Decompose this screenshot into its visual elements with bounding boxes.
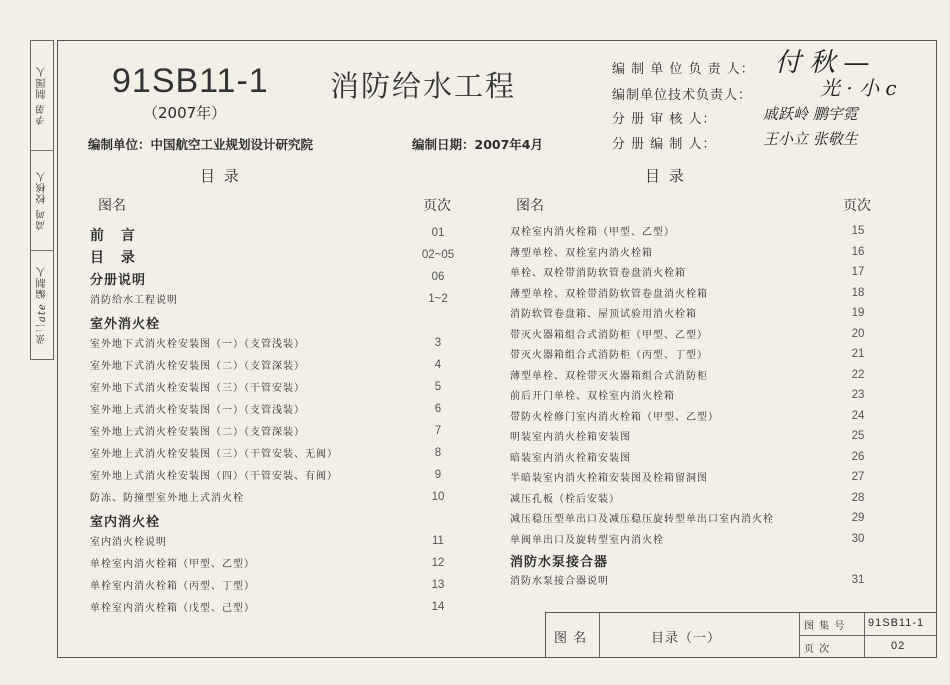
toc-entry-name: 暗装室内消火栓箱安装图 bbox=[510, 452, 631, 464]
toc-entry-page: 16 bbox=[851, 245, 865, 258]
page-title: 消防给水工程 bbox=[330, 69, 517, 103]
toc-entry-name: 室外地上式消火栓安装图（三）（干管安装、无阀） bbox=[90, 449, 338, 460]
toc-entry-page: 7 bbox=[434, 425, 442, 437]
toc-entry-page: 20 bbox=[851, 327, 865, 340]
toc-entry-name: 单阀单出口及旋转型室内消火栓 bbox=[510, 534, 664, 546]
toc-entry-page: 1~2 bbox=[428, 293, 448, 305]
atlas-code: 91SB11-1 bbox=[112, 62, 269, 100]
sign-cell-editor bbox=[31, 251, 53, 359]
resp-row-tech-head bbox=[612, 84, 752, 103]
editor-label: 编制人 bbox=[36, 265, 48, 299]
toc-entry-page: 9 bbox=[434, 469, 442, 481]
drafter-signature: 李第 bbox=[36, 103, 48, 126]
sign-cell-drafter bbox=[31, 41, 53, 151]
title-block bbox=[545, 612, 937, 658]
toc-entry-name: 带防火栓修门室内消火栓箱（甲型、乙型） bbox=[510, 411, 719, 423]
toc-entry-page: 22 bbox=[851, 368, 865, 381]
toc-right-heading: 目 录 bbox=[645, 167, 686, 185]
toc-entry-page: 19 bbox=[851, 307, 865, 319]
title-block-name-value: 目录（一） bbox=[651, 631, 722, 646]
tb-divider bbox=[799, 635, 937, 636]
title-block-page-label: 页 次 bbox=[804, 644, 831, 655]
toc-entry-page: 4 bbox=[434, 359, 442, 371]
signature-editor: 王小立 张敬生 bbox=[763, 130, 858, 148]
editor-signature: 张二ate bbox=[36, 303, 48, 345]
toc-entry-page: 23 bbox=[851, 389, 865, 401]
sign-cell-checker bbox=[31, 151, 53, 251]
toc-entry-page: 06 bbox=[431, 271, 445, 283]
toc-entry-name: 单栓室内消火栓箱（丙型、丁型） bbox=[90, 581, 255, 592]
toc-entry-page: 21 bbox=[851, 348, 865, 360]
toc-entry-name: 室内消火栓说明 bbox=[90, 537, 167, 548]
checker-label: 校核人 bbox=[36, 170, 48, 204]
toc-entry-name: 消防水泵接合器 bbox=[510, 555, 609, 570]
toc-entry-page: 26 bbox=[851, 450, 865, 463]
toc-entry-name: 消防给水工程说明 bbox=[90, 295, 178, 306]
toc-right-col-name: 图名 bbox=[516, 198, 544, 214]
title-block-atlas-value: 91SB11-1 bbox=[868, 617, 925, 629]
toc-left-col-name: 图名 bbox=[98, 198, 126, 214]
toc-entry-name: 室外地上式消火栓安装图（一）（支管浅装） bbox=[90, 405, 305, 416]
toc-entry-name: 薄型单栓、双栓带消防软管卷盘消火栓箱 bbox=[510, 288, 708, 300]
toc-entry-page: 13 bbox=[431, 579, 445, 591]
toc-entry-page: 01 bbox=[431, 227, 445, 239]
toc-entry-name: 室内消火栓 bbox=[90, 515, 161, 530]
sign-strip bbox=[30, 40, 54, 360]
compiling-date: 编制日期：2007年4月 bbox=[412, 137, 543, 152]
toc-entry-page: 11 bbox=[432, 535, 444, 547]
toc-left-col-page: 页次 bbox=[423, 198, 451, 214]
toc-entry-page: 6 bbox=[434, 403, 442, 415]
tb-divider bbox=[599, 613, 600, 657]
toc-entry-name: 带灭火器箱组合式消防柜（甲型、乙型） bbox=[510, 329, 708, 341]
checker-signature: 高鸣 bbox=[36, 208, 48, 231]
year-label: （2007年） bbox=[143, 104, 227, 122]
toc-entry-name: 消防水泵接合器说明 bbox=[510, 575, 609, 587]
resp-row-reviewer bbox=[612, 108, 717, 127]
toc-entry-name: 分册说明 bbox=[90, 273, 147, 288]
toc-entry-name: 减压稳压型单出口及减压稳压旋转型单出口室内消火栓 bbox=[510, 514, 774, 525]
resp-row-editor bbox=[612, 133, 717, 152]
toc-entry-page: 14 bbox=[431, 601, 445, 613]
toc-entry-name: 薄型单栓、双栓室内消火栓箱 bbox=[510, 247, 653, 259]
toc-entry-name: 薄型单栓、双栓带灭火器箱组合式消防柜 bbox=[510, 370, 708, 382]
toc-entry-name: 明装室内消火栓箱安装图 bbox=[510, 432, 631, 443]
toc-entry-page: 27 bbox=[851, 471, 865, 483]
toc-right-col-page: 页次 bbox=[843, 198, 871, 214]
toc-entry-name: 室外地上式消火栓安装图（四）（干管安装、有阀） bbox=[90, 471, 338, 482]
toc-entry-name: 防冻、防撞型室外地上式消火栓 bbox=[90, 493, 244, 504]
toc-entry-page: 8 bbox=[434, 447, 442, 459]
toc-entry-page: 24 bbox=[851, 409, 865, 422]
toc-entry-name: 单栓室内消火栓箱（戊型、己型） bbox=[90, 603, 255, 614]
toc-entry-name: 室外地下式消火栓安装图（二）（支管深装） bbox=[90, 361, 305, 372]
toc-entry-page: 12 bbox=[431, 557, 445, 569]
drafter-label: 制图人 bbox=[36, 65, 48, 99]
toc-entry-name: 单栓、双栓带消防软管卷盘消火栓箱 bbox=[510, 268, 686, 279]
toc-entry-page: 10 bbox=[431, 491, 445, 503]
toc-entry-page: 29 bbox=[851, 512, 865, 524]
toc-entry-name: 减压孔板（栓后安装） bbox=[510, 493, 620, 505]
resp-row-unit-head bbox=[612, 58, 755, 77]
toc-entry-name: 前后开门单栓、双栓室内消火栓箱 bbox=[510, 391, 675, 402]
toc-entry-name: 消防软管卷盘箱、屋顶试验用消火栓箱 bbox=[510, 309, 697, 320]
toc-entry-page: 02~05 bbox=[421, 249, 455, 261]
signature-tech-head: 光 · 小 c bbox=[820, 76, 897, 100]
toc-entry-name: 室外地下式消火栓安装图（三）（干管安装） bbox=[90, 383, 305, 394]
toc-entry-name: 室外地下式消火栓安装图（一）（支管浅装） bbox=[90, 339, 305, 350]
toc-entry-page: 31 bbox=[851, 573, 865, 586]
toc-entry-page: 28 bbox=[851, 491, 865, 504]
title-block-atlas-label: 图 集 号 bbox=[804, 621, 846, 632]
toc-entry-page: 15 bbox=[851, 225, 865, 237]
toc-entry-page: 18 bbox=[851, 286, 865, 299]
toc-entry-page: 25 bbox=[851, 430, 865, 442]
toc-entry-page: 30 bbox=[851, 532, 865, 545]
toc-entry-name: 半暗装室内消火栓箱安装图及栓箱留洞图 bbox=[510, 473, 708, 484]
toc-entry-name: 室外消火栓 bbox=[90, 317, 161, 332]
title-block-page-value: 02 bbox=[891, 640, 906, 652]
signature-reviewer: 戚跃岭 鹏宇霓 bbox=[763, 105, 858, 123]
toc-entry-page: 17 bbox=[851, 266, 865, 278]
toc-entry-name: 目 录 bbox=[90, 250, 141, 266]
toc-entry-name: 带灭火器箱组合式消防柜（丙型、丁型） bbox=[510, 350, 708, 361]
toc-entry-name: 室外地上式消火栓安装图（二）（支管深装） bbox=[90, 427, 305, 438]
resp-label: 编制单位技术负责人： bbox=[612, 88, 753, 103]
toc-entry-page: 3 bbox=[434, 337, 442, 349]
toc-entry-name: 前 言 bbox=[90, 228, 141, 244]
toc-entry-name: 双栓室内消火栓箱（甲型、乙型） bbox=[510, 227, 675, 238]
title-block-name-label: 图 名 bbox=[554, 631, 588, 646]
compiling-org: 编制单位：中国航空工业规划设计研究院 bbox=[88, 137, 314, 152]
resp-label: 分 册 编 制 人： bbox=[612, 137, 717, 152]
toc-entry-name: 单栓室内消火栓箱（甲型、乙型） bbox=[90, 559, 255, 570]
toc-left-heading: 目 录 bbox=[200, 167, 241, 185]
signature-unit-head: 付 秋 — bbox=[775, 48, 870, 78]
resp-label: 编 制 单 位 负 责 人： bbox=[612, 62, 755, 77]
resp-label: 分 册 审 核 人： bbox=[612, 112, 717, 127]
toc-entry-page: 5 bbox=[434, 381, 442, 393]
